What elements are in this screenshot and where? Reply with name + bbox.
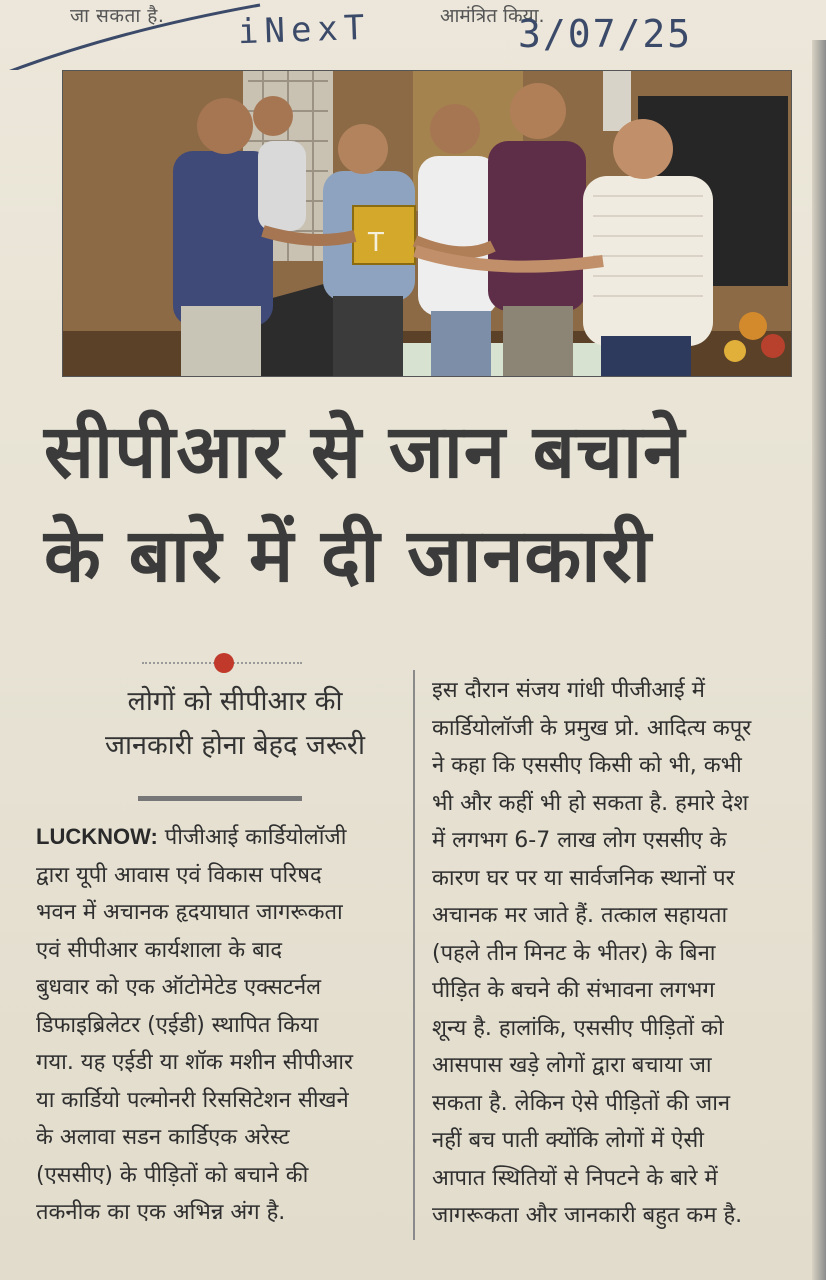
body-line: तकनीक का एक अभिन्न अंग है.: [36, 1200, 286, 1225]
body-line: द्वारा यूपी आवास एवं विकास परिषद: [36, 862, 322, 888]
body-line: इस दौरान संजय गांधी पीजीआई में: [432, 678, 705, 703]
body-line: अचानक मर जाते हैं. तत्काल सहायता: [432, 903, 728, 928]
body-line: भवन में अचानक हृदयाघात जागरूकता: [36, 900, 343, 925]
handwritten-date: 3/07/25: [518, 12, 693, 56]
article-body-left-column: [36, 818, 408, 1232]
body-line: आसपास खड़े लोगों द्वारा बचाया जा: [432, 1053, 712, 1078]
body-line: एवं सीपीआर कार्यशाला के बाद: [36, 937, 283, 963]
subhead-line: जानकारी होना बेहद जरूरी: [105, 730, 365, 761]
clipped-text-mid: आमंत्रित किया.: [440, 5, 545, 27]
page-edge-shadow: [812, 40, 826, 1280]
body-line: भी और कहीं भी हो सकता है. हमारे देश: [432, 790, 749, 816]
handwritten-brand: iNexT: [237, 7, 372, 53]
clipping-header: [0, 0, 826, 62]
headline-line: के बारे में दी जानकारी: [44, 513, 652, 599]
clipped-text-left: जा सकता है.: [70, 5, 165, 27]
body-line: के अलावा सडन कार्डिएक अरेस्ट: [36, 1125, 290, 1150]
body-line: जागरूकता और जानकारी बहुत कम है.: [432, 1203, 743, 1228]
body-line: डिफाइब्रिलेटर (एईडी) स्थापित किया: [36, 1012, 319, 1038]
body-line: नहीं बच पाती क्योंकि लोगों में ऐसी: [432, 1128, 704, 1153]
news-photo: [62, 70, 792, 377]
body-line: ने कहा कि एससीए किसी को भी, कभी: [432, 753, 742, 778]
article-body-right-column: [432, 672, 802, 1235]
body-line: (एससीए) के पीड़ितों को बचाने की: [36, 1162, 309, 1188]
body-line: शून्य है. हालांकि, एससीए पीड़ितों को: [432, 1015, 724, 1041]
body-line: में लगभग 6-7 लाख लोग एससीए के: [432, 828, 727, 853]
red-dot-ornament: [214, 653, 234, 673]
body-line-text: पीजीआई कार्डियोलॉजी: [157, 825, 347, 850]
headline: [44, 400, 804, 608]
body-line: पीड़ित के बचने की संभावना लगभग: [432, 978, 715, 1003]
subhead-line: लोगों को सीपीआर की: [127, 686, 343, 717]
body-line: सकता है. लेकिन ऐसे पीड़ितों की जान: [432, 1090, 731, 1116]
box-logo-text: T: [368, 228, 384, 258]
body-line: आपात स्थितियों से निपटने के बारे में: [432, 1165, 718, 1191]
body-line: बुधवार को एक ऑटोमेटेड एक्सटर्नल: [36, 975, 322, 1000]
body-line: [36, 818, 408, 857]
column-divider: [413, 670, 415, 1240]
body-line: गया. यह एईडी या शॉक मशीन सीपीआर: [36, 1050, 353, 1075]
body-line: कारण घर पर या सार्वजनिक स्थानों पर: [432, 865, 735, 891]
body-line: (पहले तीन मिनट के भीतर) के बिना: [432, 940, 716, 966]
body-line: या कार्डियो पल्मोनरी रिससिटेशन सीखने: [36, 1087, 349, 1113]
body-line: कार्डियोलॉजी के प्रमुख प्रो. आदित्य कपूर: [432, 715, 752, 741]
headline-line: सीपीआर से जान बचाने: [44, 409, 686, 495]
dateline: LUCKNOW:: [36, 824, 158, 849]
subheadline: [50, 680, 420, 768]
photo-illustration: [63, 71, 791, 376]
subhead-underline-rule: [138, 796, 302, 801]
